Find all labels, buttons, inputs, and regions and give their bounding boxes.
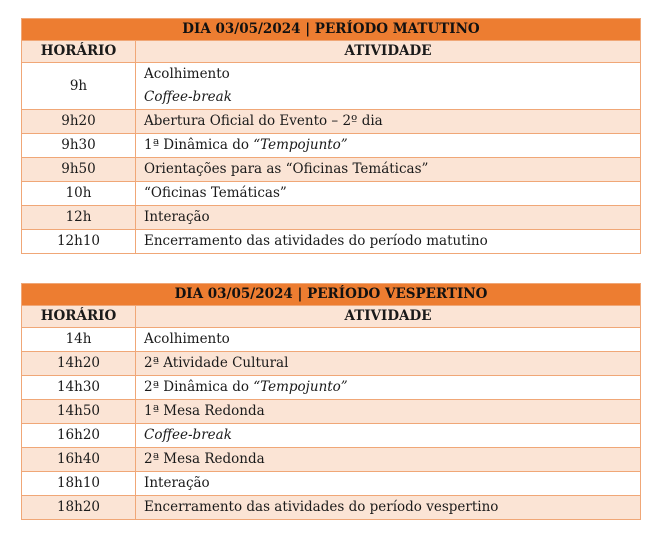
time-cell: 14h20: [22, 352, 136, 376]
table-row: [22, 448, 641, 472]
activity-text: 1ª Dinâmica do: [144, 137, 254, 153]
table-row: [22, 352, 641, 376]
time-cell: 9h30: [22, 134, 136, 158]
table-row: [22, 400, 641, 424]
time-cell: 9h50: [22, 158, 136, 182]
activity-emphasis: “Tempojunto”: [253, 137, 348, 153]
activity-cell: Abertura Oficial do Evento – 2º dia: [136, 110, 641, 134]
table-header-row: [22, 41, 641, 63]
time-cell: 9h: [22, 63, 136, 110]
table-row: [22, 424, 641, 448]
table-title-row: [22, 19, 641, 41]
time-cell: 14h: [22, 328, 136, 352]
time-cell: 12h10: [22, 230, 136, 254]
afternoon-title: DIA 03/05/2024 | PERÍODO VESPERTINO: [22, 284, 641, 306]
time-cell: 18h20: [22, 496, 136, 520]
table-row: [22, 182, 641, 206]
activity-emphasis: Coffee-break: [144, 427, 232, 443]
activity-cell: “Oficinas Temáticas”: [136, 182, 641, 206]
time-cell: 10h: [22, 182, 136, 206]
activity-cell: Encerramento das atividades do período vespertino: [136, 496, 641, 520]
table-row: [22, 230, 641, 254]
afternoon-schedule-table: [21, 283, 641, 520]
activity-cell: Encerramento das atividades do período matutino: [136, 230, 641, 254]
activity-cell: [136, 134, 641, 158]
table-row: [22, 496, 641, 520]
table-title-row: [22, 284, 641, 306]
column-header-activity: ATIVIDADE: [136, 41, 641, 63]
column-header-activity: ATIVIDADE: [136, 306, 641, 328]
morning-schedule-table: [21, 18, 641, 254]
activity-cell: [136, 63, 641, 110]
morning-title: DIA 03/05/2024 | PERÍODO MATUTINO: [22, 19, 641, 41]
activity-text-secondary: Coffee-break: [144, 89, 232, 105]
activity-cell: Orientações para as “Oficinas Temáticas”: [136, 158, 641, 182]
table-row: [22, 158, 641, 182]
table-row: [22, 110, 641, 134]
time-cell: 18h10: [22, 472, 136, 496]
activity-cell: 1ª Mesa Redonda: [136, 400, 641, 424]
time-cell: 9h20: [22, 110, 136, 134]
table-header-row: [22, 306, 641, 328]
time-cell: 16h20: [22, 424, 136, 448]
activity-cell: Interação: [136, 206, 641, 230]
column-header-time: HORÁRIO: [22, 306, 136, 328]
table-row: [22, 206, 641, 230]
time-cell: 14h50: [22, 400, 136, 424]
activity-text: Acolhimento: [144, 66, 230, 82]
time-cell: 14h30: [22, 376, 136, 400]
activity-cell: 2ª Atividade Cultural: [136, 352, 641, 376]
activity-cell: [136, 424, 641, 448]
table-row: [22, 376, 641, 400]
time-cell: 12h: [22, 206, 136, 230]
activity-cell: Interação: [136, 472, 641, 496]
activity-text: 2ª Dinâmica do: [144, 379, 254, 395]
activity-cell: [136, 376, 641, 400]
activity-cell: 2ª Mesa Redonda: [136, 448, 641, 472]
table-row: [22, 328, 641, 352]
table-row: [22, 134, 641, 158]
activity-cell: Acolhimento: [136, 328, 641, 352]
activity-emphasis: “Tempojunto”: [253, 379, 348, 395]
column-header-time: HORÁRIO: [22, 41, 136, 63]
table-row: [22, 472, 641, 496]
table-row: [22, 63, 641, 110]
time-cell: 16h40: [22, 448, 136, 472]
